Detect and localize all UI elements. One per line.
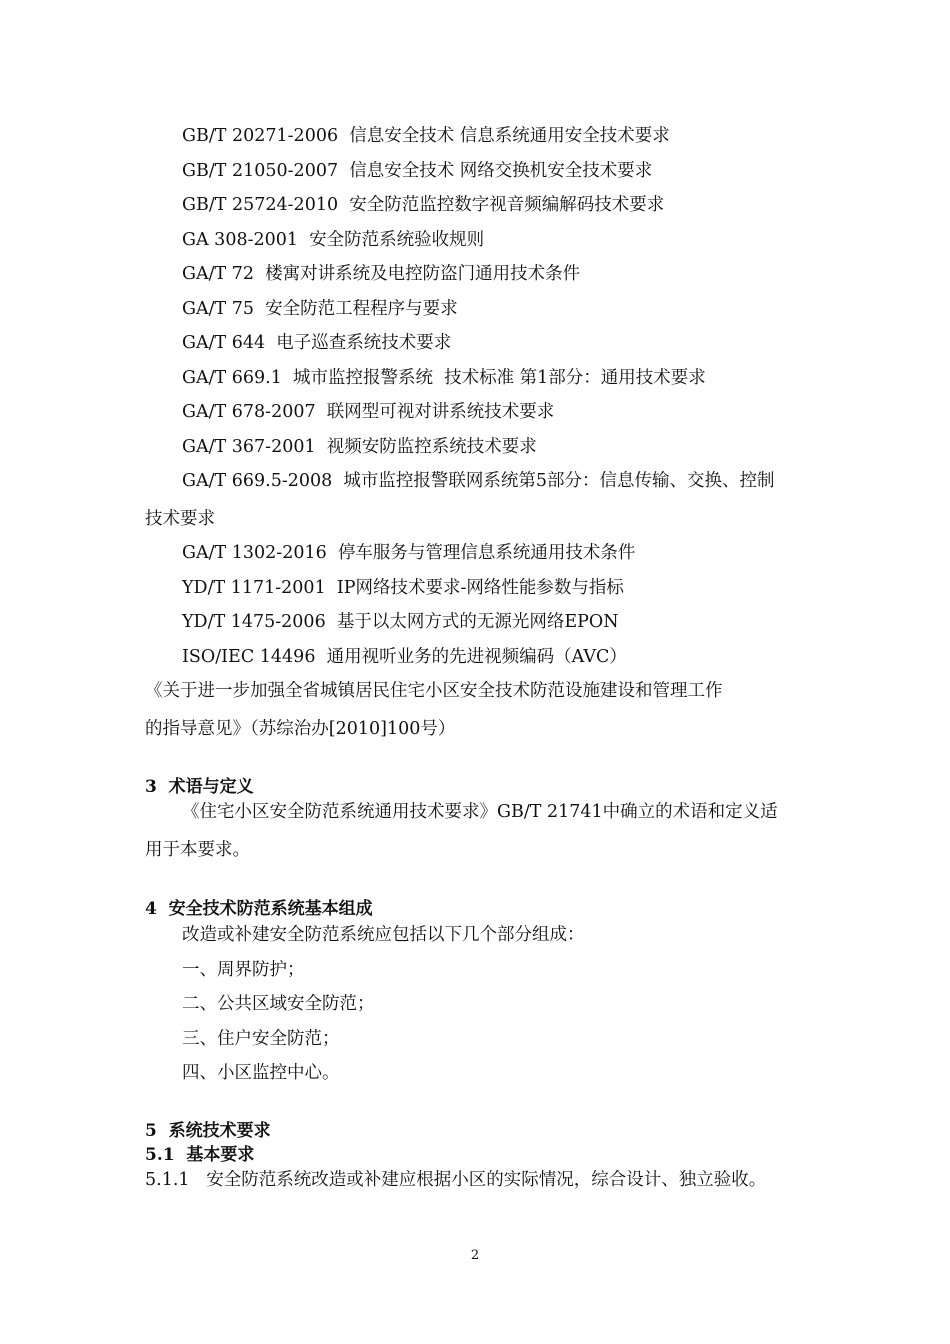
- section-3-paragraph-continuation: 用于本要求。: [145, 840, 250, 860]
- list-item: 四、小区监控中心。: [182, 1063, 340, 1083]
- reference-line: YD/T 1171-2001 IP网络技术要求-网络性能参数与指标: [182, 578, 624, 598]
- reference-line: GA/T 1302-2016 停车服务与管理信息系统通用技术条件: [182, 543, 636, 563]
- reference-line-continuation: 技术要求: [145, 509, 215, 529]
- section-5-heading: 5 系统技术要求: [145, 1121, 271, 1141]
- reference-line: GB/T 21050-2007 信息安全技术 网络交换机安全技术要求: [182, 161, 653, 181]
- reference-line: GA/T 644 电子巡查系统技术要求: [182, 333, 452, 353]
- reference-line: GA/T 75 安全防范工程程序与要求: [182, 299, 458, 319]
- reference-line: GB/T 20271-2006 信息安全技术 信息系统通用安全技术要求: [182, 126, 670, 146]
- reference-line: GA/T 367-2001 视频安防监控系统技术要求: [182, 437, 537, 457]
- reference-line: YD/T 1475-2006 基于以太网方式的无源光网络EPON: [182, 612, 619, 632]
- reference-line: GA/T 669.1 城市监控报警系统 技术标准 第1部分：通用技术要求: [182, 368, 706, 388]
- reference-line: GA 308-2001 安全防范系统验收规则: [182, 230, 485, 250]
- page-number: 2: [470, 1248, 480, 1263]
- reference-document-title: 《关于进一步加强全省城镇居民住宅小区安全技术防范设施建设和管理工作: [145, 681, 723, 701]
- section-4-intro: 改造或补建安全防范系统应包括以下几个部分组成：: [182, 925, 585, 945]
- section-4-heading: 4 安全技术防范系统基本组成: [145, 899, 373, 919]
- reference-line: GA/T 669.5-2008 城市监控报警联网系统第5部分：信息传输、交换、控制: [182, 471, 775, 491]
- list-item: 三、住户安全防范；: [182, 1029, 340, 1049]
- reference-line: GA/T 678-2007 联网型可视对讲系统技术要求: [182, 402, 555, 422]
- clause-5-1-1: 5.1.1 安全防范系统改造或补建应根据小区的实际情况，综合设计、独立验收。: [145, 1170, 767, 1190]
- reference-line: GA/T 72 楼寓对讲系统及电控防盗门通用技术条件: [182, 264, 581, 284]
- section-5-1-heading: 5.1 基本要求: [145, 1145, 255, 1165]
- section-3-paragraph: 《住宅小区安全防范系统通用技术要求》GB/T 21741中确立的术语和定义适: [182, 802, 778, 822]
- section-3-heading: 3 术语与定义: [145, 777, 254, 797]
- list-item: 一、周界防护；: [182, 960, 305, 980]
- reference-line: GB/T 25724-2010 安全防范监控数字视音频编解码技术要求: [182, 195, 665, 215]
- reference-line: ISO/IEC 14496 通用视听业务的先进视频编码（AVC）: [182, 647, 627, 667]
- list-item: 二、公共区域安全防范；: [182, 994, 375, 1014]
- reference-document-title-continuation: 的指导意见》（苏综治办[2010]100号）: [145, 719, 456, 739]
